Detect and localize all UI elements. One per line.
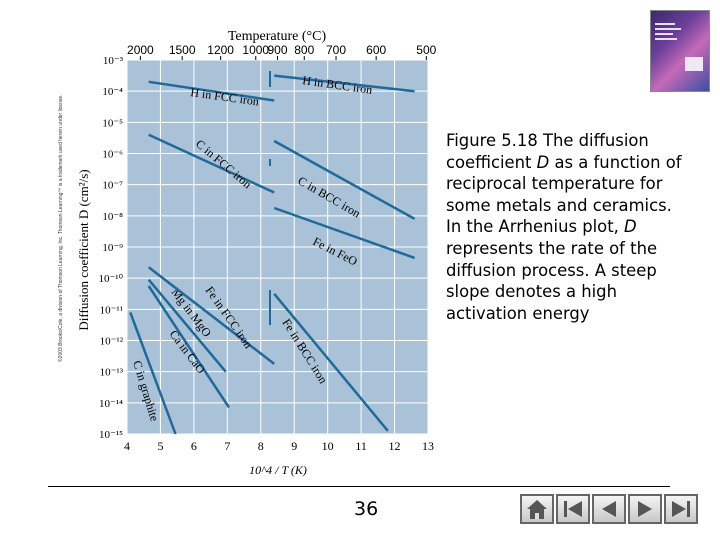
y-tick-label: 10⁻¹⁴ (99, 397, 123, 410)
top-axis-tick-label: 700 (326, 43, 347, 57)
x-tick-label: 8 (257, 439, 264, 453)
caption-part-3: represents the rate of the diffusion process. A steep slope denotes a high activation energy (446, 238, 658, 323)
y-tick-label: 10⁻¹³ (99, 366, 123, 379)
y-axis-label: Diffusion coefficient D (cm²/s) (76, 169, 91, 331)
x-tick-label: 9 (291, 439, 298, 453)
series-label: C in BCC iron (295, 173, 363, 221)
x-tick-label: 7 (224, 439, 231, 453)
top-axis-tick-label: 1500 (168, 43, 196, 57)
y-tick-label: 10⁻⁴ (102, 86, 123, 99)
x-tick-label: 6 (190, 439, 197, 453)
x-axis-label: 10^4 / T (K) (249, 463, 307, 477)
x-tick-label: 13 (422, 439, 434, 453)
arrow-left-icon (594, 496, 624, 522)
x-tick-label: 4 (124, 439, 130, 453)
y-tick-label: 10⁻¹² (99, 335, 123, 348)
series-label: Fe in FeO (310, 234, 360, 269)
last-slide-button[interactable] (664, 494, 698, 524)
series-label: C in graphite (130, 358, 162, 423)
y-tick-label: 10⁻⁸ (102, 210, 123, 223)
home-icon (522, 496, 552, 522)
x-tick-label: 10 (321, 439, 334, 453)
series-label: Mg in MgO (168, 285, 215, 340)
copyright-notice: ©2003 Brooks/Cole, a division of Thomson Learning, Inc. Thomson Learning™ is a trademark used herein under license. (58, 94, 64, 362)
chart-title: Temperature (°C) (227, 29, 327, 44)
x-tick-label: 11 (355, 439, 367, 453)
top-axis-tick-label: 1200 (207, 43, 234, 57)
y-tick-label: 10⁻⁷ (102, 179, 123, 192)
book-cover-image (650, 10, 710, 92)
previous-slide-button[interactable] (592, 494, 626, 524)
x-tick-label: 5 (157, 439, 164, 453)
y-tick-label: 10⁻³ (102, 55, 123, 67)
series-label: Ca in CaO (166, 327, 209, 377)
caption-part-1: Figure 5.18 The diffusion coefficient (446, 131, 649, 172)
series-label: Fe in FCC iron (202, 283, 256, 351)
y-tick-label: 10⁻⁵ (102, 117, 123, 130)
caption-d-symbol-2: D (624, 217, 637, 237)
arrow-right-icon (630, 496, 660, 522)
series-label: C in FCC iron (193, 136, 255, 192)
y-tick-label: 10⁻¹¹ (99, 304, 123, 317)
y-tick-label: 10⁻¹⁵ (99, 429, 123, 441)
next-slide-button[interactable] (628, 494, 662, 524)
caption-d-symbol: D (536, 152, 550, 172)
figure-caption (446, 130, 686, 324)
series-label: H in BCC iron (301, 73, 374, 97)
home-button[interactable] (520, 494, 554, 524)
x-tick-label: 12 (388, 439, 401, 453)
top-axis-tick-label: 900 (267, 43, 288, 57)
series-label: H in FCC iron (189, 85, 260, 109)
top-axis-tick-label: 1000 (242, 43, 270, 57)
top-axis-tick-label: 800 (294, 43, 315, 57)
skip-forward-icon (666, 496, 696, 522)
footer-divider (48, 486, 670, 487)
top-axis-tick-label: 600 (366, 43, 387, 57)
y-tick-label: 10⁻¹⁰ (98, 273, 123, 286)
skip-back-icon (558, 496, 588, 522)
y-tick-label: 10⁻⁹ (102, 242, 123, 254)
first-slide-button[interactable] (556, 494, 590, 524)
slide-navigation (520, 494, 700, 524)
page-number: 36 (354, 498, 379, 520)
series-label: Fe in BCC iron (279, 316, 331, 387)
y-tick-label: 10⁻⁶ (102, 148, 123, 161)
top-axis-tick-label: 500 (416, 43, 437, 57)
top-axis-tick-label: 2000 (127, 43, 154, 57)
caption-part-2: as a function of reciprocal temperature for some metals and ceramics. In the Arrhenius plot, (446, 152, 682, 237)
